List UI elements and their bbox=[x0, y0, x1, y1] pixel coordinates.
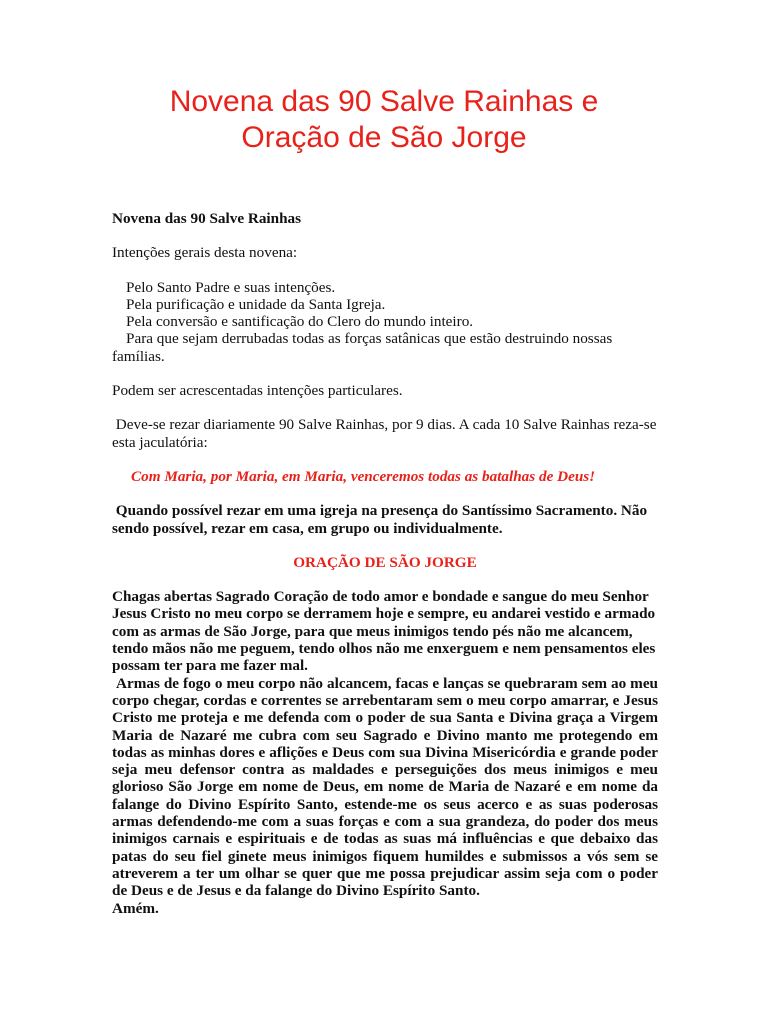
title-line-2: Oração de São Jorge bbox=[241, 121, 527, 154]
instructions-paragraph: Deve-se rezar diariamente 90 Salve Rainhas, por 9 dias. A cada 10 Salve Rainhas reza-se esta jaculatória: bbox=[112, 416, 661, 451]
where-paragraph: Quando possível rezar em uma igreja na presença do Santíssimo Sacramento. Não sendo possível, rezar em casa, em grupo ou individualmente. bbox=[112, 502, 651, 537]
novena-heading: Novena das 90 Salve Rainhas bbox=[112, 210, 302, 227]
intention-item: Para que sejam derrubadas todas as forças satânicas que estão destruindo nossas famílias. bbox=[112, 330, 613, 365]
amen: Amém. bbox=[112, 899, 159, 917]
prayer-title: ORAÇÃO DE SÃO JORGE bbox=[293, 553, 477, 571]
intentions-intro: Intenções gerais desta novena: bbox=[112, 244, 298, 262]
document-title bbox=[0, 84, 768, 156]
intention-item: Pela conversão e santificação do Clero do mundo inteiro. bbox=[126, 313, 474, 331]
document-body bbox=[112, 210, 662, 917]
prayer-paragraph-1: Chagas abertas Sagrado Coração de todo amor e bondade e sangue do meu Senhor Jesus Cristo no meu corpo se derramem hoje e sempre, eu andarei vestido e armado com as armas de São Jorge, para que meus inimigos tendo pés não me alcancem, tendo mãos não me peguem, tendo olhos não me enxerguem e nem pensamentos eles possam ter para me fazer mal. bbox=[112, 588, 656, 675]
jaculatoria: Com Maria, por Maria, em Maria, venceremos todas as batalhas de Deus! bbox=[131, 467, 596, 485]
intention-item: Pelo Santo Padre e suas intenções. bbox=[126, 278, 336, 296]
prayer-paragraph-2: Armas de fogo o meu corpo não alcancem, facas e lanças se quebraram sem ao meu corpo chegar, cordas e correntes se arrebentaram sem o meu corpo amarrar, e Jesus Cristo me proteja e me defenda com o poder de sua Santa e Divina graça a Virgem Maria de Nazaré me cubra com seu Sagrado e Divino manto me protegendo em todas as minhas dores e aflições e Deus com sua Divina Misericórdia e grande poder seja meu defensor contra as maldades e perseguições dos meus inimigos e meu glorioso São Jorge em nome de Deus, em nome de Maria de Nazaré e em nome da falange do Divino Espírito Santo, estende-me os seus acerco e as suas poderosas armas defendendo-me com a suas forças e com a sua grandeza, do poder dos meus inimigos carnais e espirituais e de todas as suas má influências e que debaixo das patas do seu fiel ginete meus inimigos fiquem humildes e submissos a vós sem se atreverem a ter um olhar se quer que me possa prejudicar assim seja com o poder de Deus e de Jesus e da falange do Divino Espírito Santo. bbox=[112, 674, 662, 900]
particular-intentions: Podem ser acrescentadas intenções particulares. bbox=[112, 382, 403, 400]
intention-item: Pela purificação e unidade da Santa Igreja. bbox=[126, 295, 386, 313]
title-line-1: Novena das 90 Salve Rainhas e bbox=[169, 85, 599, 118]
